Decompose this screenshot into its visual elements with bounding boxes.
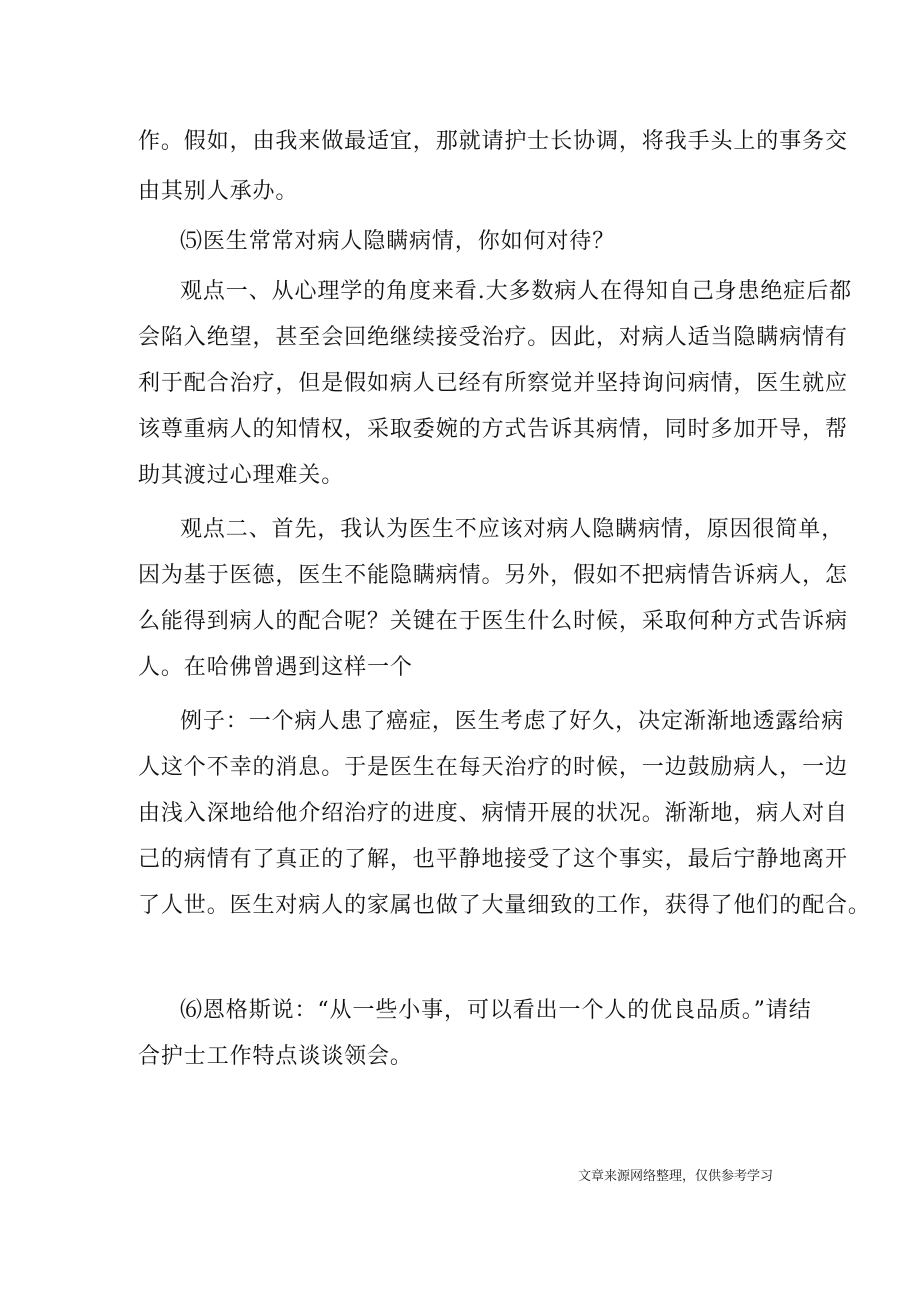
viewpoint-two-line: 观点二、首先，我认为医生不应该对病人隐瞒病情，原因很简单，	[180, 517, 845, 542]
body-text-line: 利于配合治疗，但是假如病人已经有所察觉并坚持询问病情，医生就应	[138, 371, 848, 396]
body-text-line: 么能得到病人的配合呢？关键在于医生什么时候，采取何种方式告诉病	[138, 609, 848, 634]
body-text-line: 由浅入深地给他介绍治疗的进度、病情开展的状况。渐渐地，病人对自	[138, 801, 848, 826]
body-text-line: 该尊重病人的知情权，采取委婉的方式告诉其病情，同时多加开导，帮	[138, 417, 848, 442]
question-5: ⑸医生常常对病人隐瞒病情，你如何对待？	[180, 229, 616, 254]
footer-note: 文章来源网络整理，仅供参考学习	[578, 1169, 774, 1184]
body-text-line: 人。在哈佛曾遇到这样一个	[138, 655, 413, 680]
body-text-line: 由其别人承办。	[138, 179, 299, 204]
body-text-line: 人这个不幸的消息。于是医生在每天治疗的时候，一边鼓励病人，一边	[138, 755, 848, 780]
viewpoint-one-line: 观点一、从心理学的角度来看.大多数病人在得知自己身患绝症后都	[180, 279, 852, 304]
body-text-line: 因为基于医德，医生不能隐瞒病情。另外，假如不把病情告诉病人，怎	[138, 563, 848, 588]
body-text-line: 己的病情有了真正的了解，也平静地接受了这个事实，最后宁静地离开	[138, 847, 848, 872]
example-line: 例子：一个病人患了癌症，医生考虑了好久，决定渐渐地透露给病	[180, 709, 845, 734]
body-text-line: 了人世。医生对病人的家属也做了大量细致的工作，获得了他们的配合。	[138, 893, 871, 918]
body-text-line: 助其渡过心理难关。	[138, 463, 345, 488]
question-6: ⑹恩格斯说：“从一些小事，可以看出一个人的优良品质。”请结	[180, 998, 812, 1023]
body-text-line: 合护士工作特点谈谈领会。	[138, 1044, 413, 1069]
body-text-line: 会陷入绝望，甚至会回绝继续接受治疗。因此，对病人适当隐瞒病情有	[138, 325, 848, 350]
body-text-line: 作。假如，由我来做最适宜，那就请护士长协调，将我手头上的事务交	[138, 129, 848, 154]
